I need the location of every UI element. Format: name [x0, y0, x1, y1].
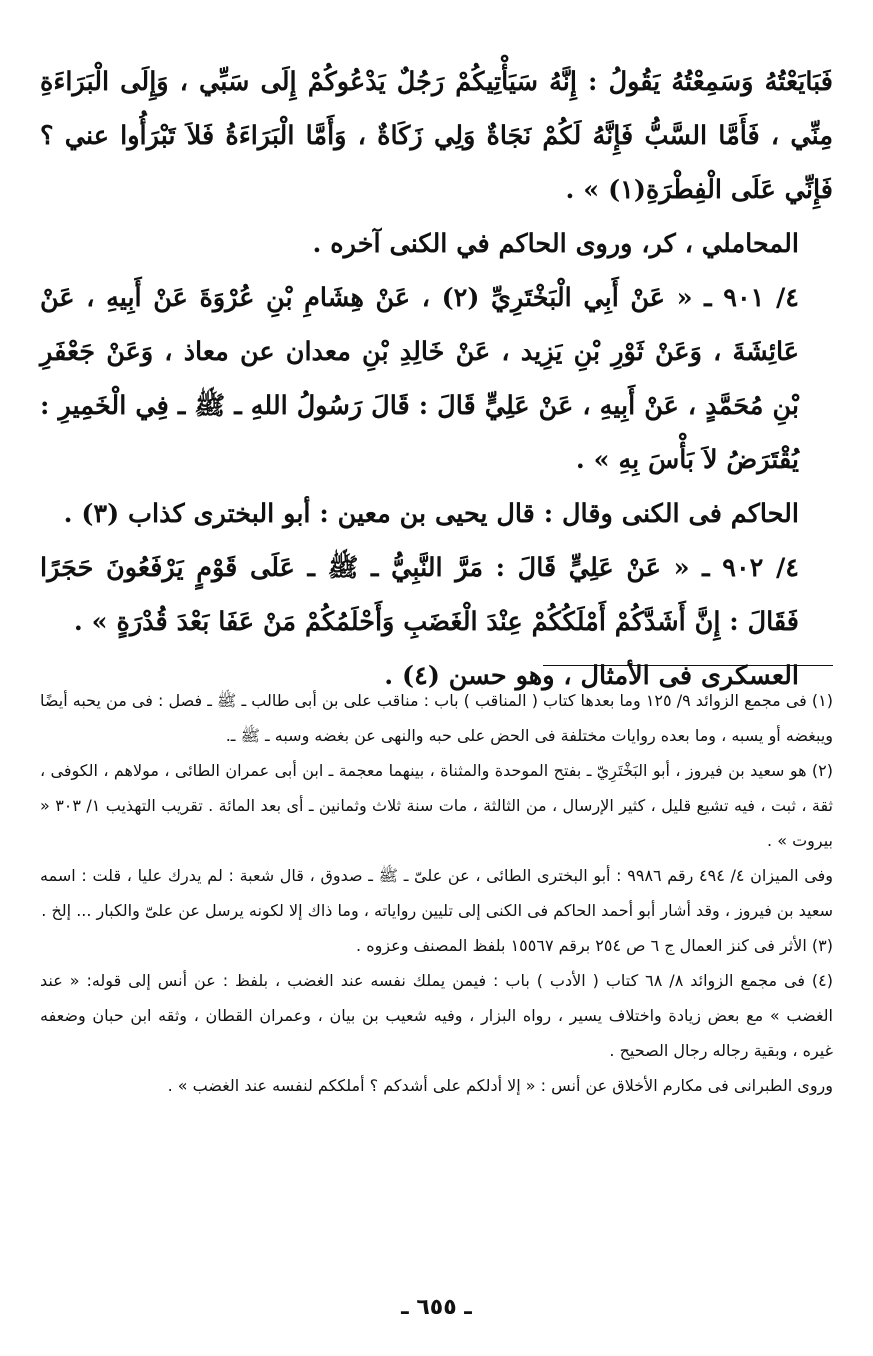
footnote-2-continued: وفى الميزان ٤/ ٤٩٤ رقم ٩٩٨٦ : أبو البخترى الطائى ، عن علىّ ـ ﷺ ـ صدوق ، قال شعبة : لم يدرك عليا ، قلت : اسمه سعيد بن فيروز ، وقد أشار أبو أحمد الحاكم فى الكنى إلى تليين رواياته ، وما ذاك إلا لكونه يرسل عن علىّ والكبار ... إلخ . [40, 866, 833, 920]
footnote-4-continued: وروى الطبرانى فى مكارم الأخلاق عن أنس : « إلا أدلكم على أشدكم ؟ أملككم لنفسه عند الغضب » . [167, 1076, 833, 1095]
footnote-4: (٤) فى مجمع الزوائد ٨/ ٦٨ كتاب ( الأدب ) باب : فيمن يملك نفسه عند الغضب ، بلفظ : عن أنس إلى قوله: « عند الغضب » مع بعض زيادة واختلاف يسير ، رواه البزار ، وفيه شعيب بن بيان ، وعمران القطان ، وثقه ابن حبان وضعفه غيره ، وبقية رجاله رجال الصحيح . [40, 971, 833, 1060]
footnote-1: (١) فى مجمع الزوائد ٩/ ١٢٥ وما بعدها كتاب ( المناقب ) باب : مناقب على بن أبى طالب ـ ﷺ ـ فصل : فى من يحبه أيضًا ويبغضه أو يسبه ، وما بعده روايات مختلفة فى الحض على حبه والنهى عن بغضه وسبه ـ ﷺ ـ. [40, 691, 834, 745]
paragraph-hadith-901: ٤/ ٩٠١ ـ « عَنْ أَبِي الْبَخْتَرِيِّ (٢) ، عَنْ هِشَامِ بْنِ عُرْوَةَ عَنْ أَبِيهِ ، عَنْ عَائِشَةَ ، وَعَنْ ثَوْرِ بْنِ يَزِيد ، عَنْ خَالِدِ بْنِ معدان عن معاذ ، وَعَنْ جَعْفَرِ بْنِ مُحَمَّدٍ ، عَنْ أَبِيهِ ، عَنْ عَلِيٍّ قَالَ : قَالَ رَسُولُ اللهِ ـ ﷺ ـ فِي الْخَمِيرِ : يُقْتَرَضُ لاَ بَأْسَ بِهِ » . [40, 283, 799, 475]
paragraph-hadith-continuation: فَبَايَعْتُهُ وَسَمِعْتُهُ يَقُولُ : إِنَّهُ سَيَأْتِيكُمْ رَجُلٌ يَدْعُوكُمْ إِلَى سَبِّي ، وَإِلَى الْبَرَاءَةِ مِنِّي ، فَأَمَّا السَّبُّ فَإِنَّهُ لَكُمْ نَجَاةٌ وَلِي زَكَاةٌ ، وَأَمَّا الْبَرَاءَةُ فَلاَ تَبْرَأُوا عني ؟ فَإِنِّي عَلَى الْفِطْرَةِ(١) » . [40, 67, 833, 205]
footnote-3: (٣) الأثر فى كنز العمال ج ٦ ص ٢٥٤ برقم ١٥٥٦٧ بلفظ المصنف وعزوه . [356, 936, 833, 955]
paragraph-source-3: العسكرى فى الأمثال ، وهو حسن (٤) . [384, 661, 799, 691]
footnote-2: (٢) هو سعيد بن فيروز ، أبو البَخْتَرِيّ ـ بفتح الموحدة والمثناة ، بينهما معجمة ـ ابن أبى عمران الطائى ، مولاهم ، الكوفى ، ثقة ، ثبت ، فيه تشيع قليل ، كثير الإرسال ، من الثالثة ، مات سنة ثلاث وثمانين ـ أى بعد المائة . تقريب التهذيب ١/ ٣٠٣ « بيروت » . [40, 761, 834, 850]
main-text [40, 55, 833, 703]
paragraph-source-1: المحاملي ، كر، وروى الحاكم في الكنى آخره . [312, 229, 799, 259]
footnotes [40, 683, 833, 1103]
page-number: ـ ٦٥٥ ـ [401, 1295, 472, 1320]
paragraph-source-2: الحاكم فى الكنى وقال : قال يحيى بن معين : أبو البخترى كذاب (٣) . [63, 499, 799, 529]
paragraph-hadith-902: ٤/ ٩٠٢ ـ « عَنْ عَلِيٍّ قَالَ : مَرَّ النَّبِيُّ ـ ﷺ ـ عَلَى قَوْمٍ يَرْفَعُونَ حَجَرًا فَقَالَ : إِنَّ أَشَدَّكُمْ أَمْلَكُكُمْ عِنْدَ الْغَضَبِ وَأَحْلَمُكُمْ مَنْ عَفَا بَعْدَ قُدْرَةٍ » . [40, 553, 799, 637]
footnote-divider [543, 665, 833, 666]
